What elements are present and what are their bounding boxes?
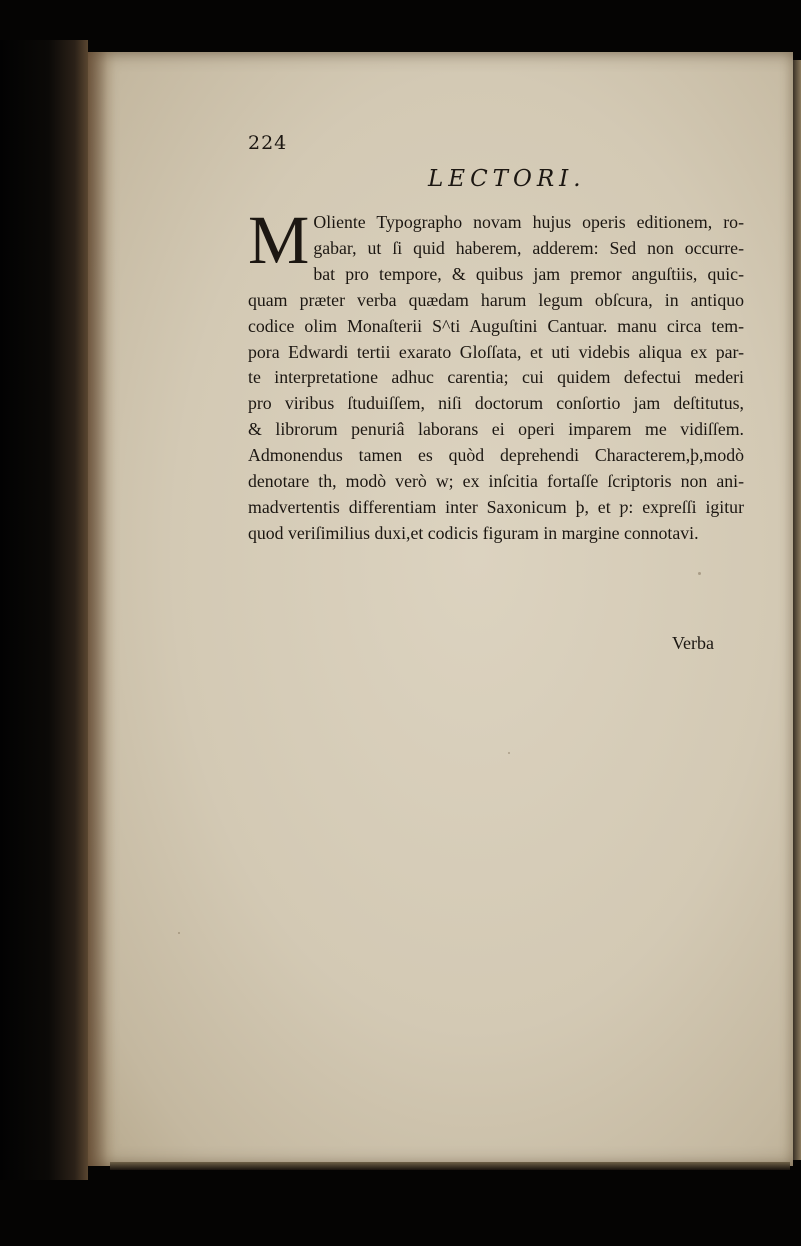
text-line: gabar, ut ſi quid haberem, adderem: Sed non occurre- (313, 237, 744, 258)
catchword: Verba (672, 633, 714, 653)
book-binding (0, 40, 88, 1180)
page-edge-right (793, 60, 801, 1160)
text-line: quam præter verba quædam harum legum obſcura, in antiquo (248, 289, 744, 310)
page-number: 224 (248, 132, 288, 154)
paper-speck (698, 572, 701, 575)
text-line: Oliente Typographo novam hujus operis editionem, ro- (313, 212, 744, 232)
text-line: te interpretatione adhuc carentia; cui quidem defectui mederi (248, 367, 744, 388)
text-line: quod veriſimilius duxi,et codicis figuram in margine connotavi. (248, 522, 699, 543)
text-line: codice olim Monaſterii S^ti Auguſtini Cantuar. manu circa tem- (248, 315, 744, 336)
text-line: pro viribus ſtuduiſſem, niſi doctorum conſortio jam deſtitutus, (248, 393, 744, 414)
text-line: Admonendus tamen es quòd deprehendi Characterem,þ,modò (248, 445, 744, 466)
page-heading: LECTORI. (428, 166, 586, 192)
text-line: bat pro tempore, & quibus jam premor anguſtiis, quic- (313, 263, 744, 284)
drop-capital: M (248, 202, 310, 278)
text-line: & librorum penuriâ laborans ei operi imparem me vidiſſem. (248, 419, 744, 440)
body-paragraph (248, 202, 744, 547)
paper-speck (178, 932, 180, 934)
paper-speck (508, 752, 510, 754)
page-edge-bottom (110, 1162, 790, 1170)
text-line: madvertentis differentiam inter Saxonicum þ, et ƿ: expreſſi igitur (248, 496, 744, 517)
text-line: denotare th, modò verò w; ex inſcitia fortaſſe ſcriptoris non ani- (248, 471, 744, 492)
text-line: pora Edwardi tertii exarato Gloſſata, et uti videbis aliqua ex par- (248, 341, 744, 362)
